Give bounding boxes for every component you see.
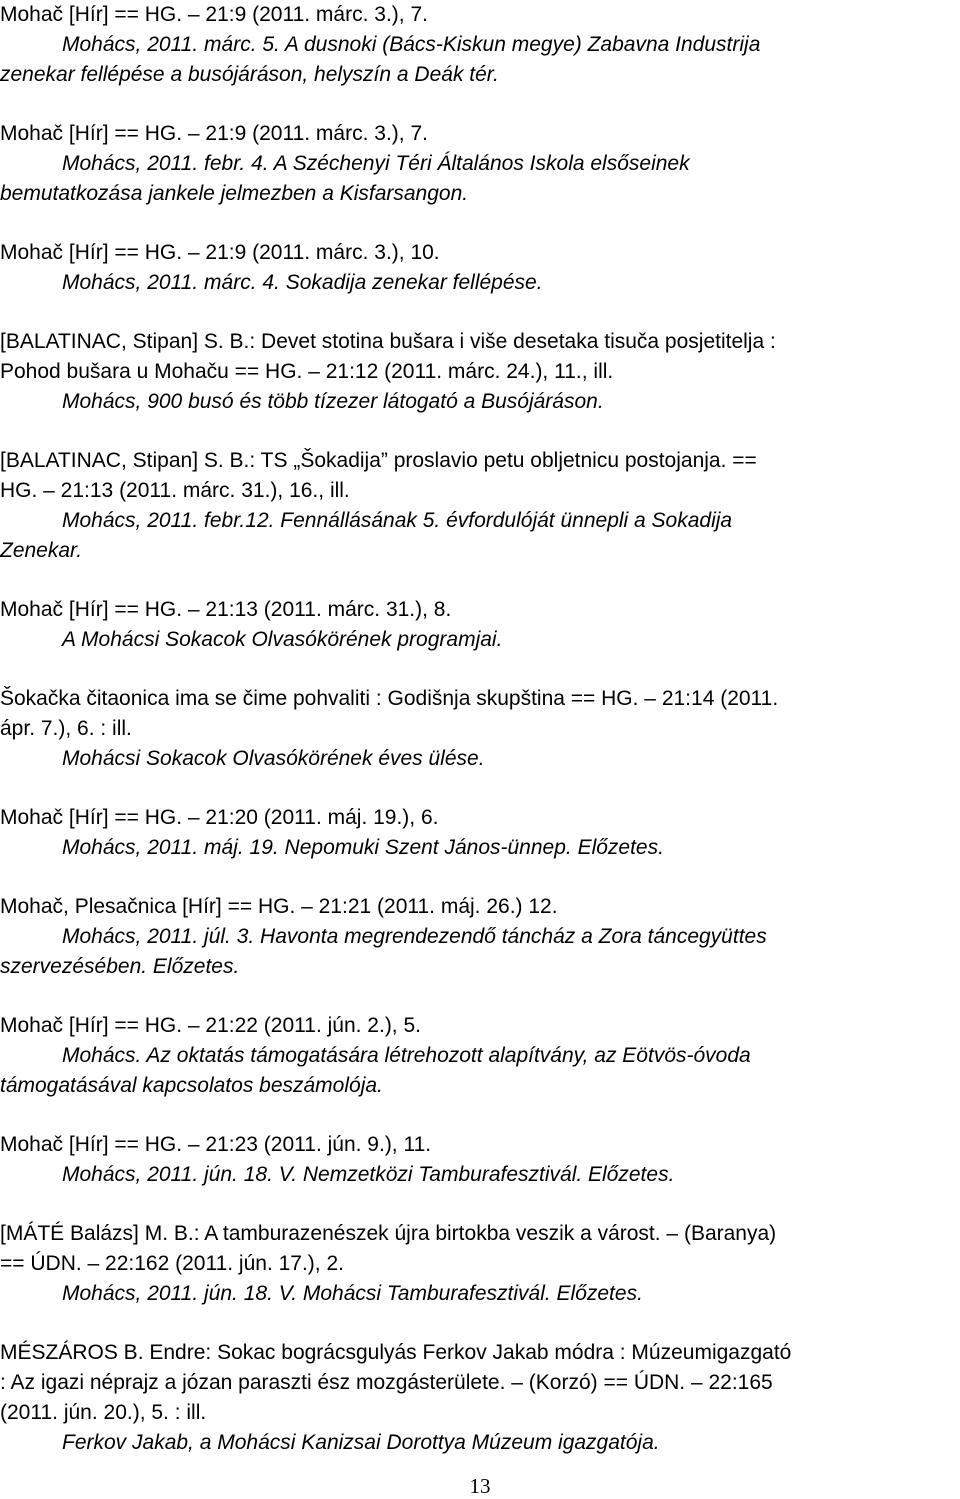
annotation-line: Mohács. Az oktatás támogatására létrehozott alapítvány, az Eötvös-óvoda <box>62 1044 751 1067</box>
citation-line: Mohač [Hír] == HG. – 21:9 (2011. márc. 3.), 10. <box>0 241 440 264</box>
bibliography-entry <box>0 238 960 298</box>
page-number: 13 <box>469 1474 491 1498</box>
bibliography-entry <box>0 684 960 774</box>
annotation-line: támogatásával kapcsolatos beszámolója. <box>0 1074 383 1097</box>
annotation-line: Mohács, 2011. márc. 4. Sokadija zenekar fellépése. <box>62 271 543 294</box>
bibliography-entry <box>0 595 960 655</box>
citation-line: ápr. 7.), 6. : ill. <box>0 717 132 740</box>
bibliography-entry <box>0 1338 960 1458</box>
annotation-line: Mohács, 900 busó és több tízezer látogató a Busójáráson. <box>62 390 604 413</box>
citation-line: Mohač [Hír] == HG. – 21:20 (2011. máj. 19.), 6. <box>0 806 439 829</box>
annotation-line: Zenekar. <box>0 539 83 562</box>
annotation-line: Mohács, 2011. júl. 3. Havonta megrendezendő táncház a Zora táncegyüttes <box>62 925 767 948</box>
annotation-line: Mohács, 2011. febr. 4. A Széchenyi Téri Általános Iskola elsőseinek <box>62 152 690 175</box>
bibliography-entry <box>0 0 960 90</box>
citation-line: MÉSZÁROS B. Endre: Sokac bográcsgulyás Ferkov Jakab módra : Múzeumigazgató <box>0 1341 792 1364</box>
annotation-line: zenekar fellépése a busójáráson, helyszín a Deák tér. <box>0 63 499 86</box>
annotation-line: bemutatkozása jankele jelmezben a Kisfarsangon. <box>0 182 469 205</box>
bibliography-entry <box>0 1219 960 1309</box>
citation-line: Pohod bušara u Mohaču == HG. – 21:12 (2011. márc. 24.), 11., ill. <box>0 360 614 383</box>
citation-line: Mohač [Hír] == HG. – 21:9 (2011. márc. 3.), 7. <box>0 122 428 145</box>
citation-line: Mohač, Plesačnica [Hír] == HG. – 21:21 (2011. máj. 26.) 12. <box>0 895 558 918</box>
citation-line: [MÁTÉ Balázs] M. B.: A tamburazenészek újra birtokba veszik a várost. – (Baranya) <box>0 1222 777 1245</box>
citation-line: (2011. jún. 20.), 5. : ill. <box>0 1401 207 1424</box>
citation-line: [BALATINAC, Stipan] S. B.: Devet stotina bušara i više desetaka tisuča posjetitelja : <box>0 330 776 353</box>
annotation-line: A Mohácsi Sokacok Olvasókörének programjai. <box>62 628 503 651</box>
annotation-line: Ferkov Jakab, a Mohácsi Kanizsai Dorottya Múzeum igazgatója. <box>62 1431 660 1454</box>
bibliography-entry <box>0 327 960 417</box>
annotation-line: Mohács, 2011. jún. 18. V. Mohácsi Tamburafesztivál. Előzetes. <box>62 1282 643 1305</box>
citation-line: HG. – 21:13 (2011. márc. 31.), 16., ill. <box>0 479 350 502</box>
annotation-line: Mohács, 2011. máj. 19. Nepomuki Szent János-ünnep. Előzetes. <box>62 836 664 859</box>
bibliography-entry <box>0 1130 960 1190</box>
citation-line: Mohač [Hír] == HG. – 21:9 (2011. márc. 3.), 7. <box>0 3 428 26</box>
annotation-line: Mohács, 2011. febr.12. Fennállásának 5. évfordulóját ünnepli a Sokadija <box>62 509 733 532</box>
bibliography-entry <box>0 1011 960 1101</box>
annotation-line: Mohácsi Sokacok Olvasókörének éves ülése. <box>62 747 485 770</box>
citation-line: Mohač [Hír] == HG. – 21:22 (2011. jún. 2.), 5. <box>0 1014 421 1037</box>
citation-line: [BALATINAC, Stipan] S. B.: TS „Šokadija” proslavio petu obljetnicu postojanja. == <box>0 449 757 472</box>
bibliography-entry <box>0 803 960 863</box>
citation-line: Mohač [Hír] == HG. – 21:23 (2011. jún. 9.), 11. <box>0 1133 432 1156</box>
bibliography-entry <box>0 892 960 982</box>
annotation-line: szervezésében. Előzetes. <box>0 955 240 978</box>
annotation-line: Mohács, 2011. jún. 18. V. Nemzetközi Tamburafesztivál. Előzetes. <box>62 1163 675 1186</box>
bibliography-entry <box>0 446 960 566</box>
citation-line: Mohač [Hír] == HG. – 21:13 (2011. márc. 31.), 8. <box>0 598 452 621</box>
annotation-line: Mohács, 2011. márc. 5. A dusnoki (Bács-Kiskun megye) Zabavna Industrija <box>62 33 761 56</box>
citation-line: : Az igazi néprajz a józan paraszti ész mozgásterülete. – (Korzó) == ÚDN. – 22:165 <box>0 1371 773 1394</box>
bibliography-entry <box>0 119 960 209</box>
citation-line: Šokačka čitaonica ima se čime pohvaliti : Godišnja skupština == HG. – 21:14 (2011. <box>0 687 779 710</box>
citation-line: == ÚDN. – 22:162 (2011. jún. 17.), 2. <box>0 1252 344 1275</box>
